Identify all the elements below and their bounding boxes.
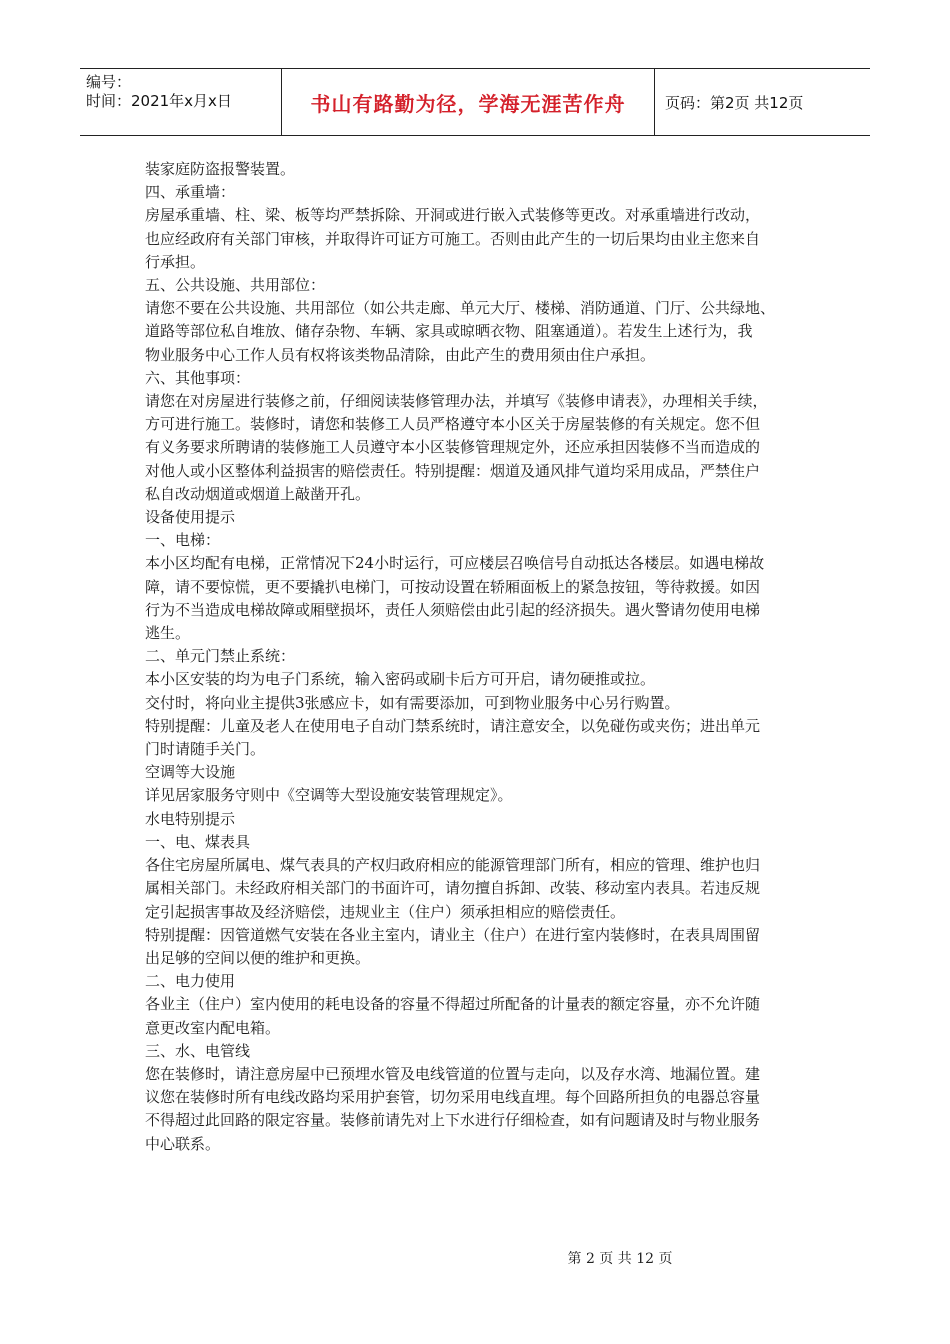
body-line: 六、其他事项：	[145, 368, 251, 387]
body-line: 特别提醒：因管道燃气安装在各业主室内，请业主（住户）在进行室内装修时，在表具周围留	[145, 925, 761, 944]
body-line: 障，请不要惊慌，更不要撬扒电梯门，可按动设置在轿厢面板上的紧急按钮，等待救援。如因	[145, 577, 761, 596]
body-line: 设备使用提示	[145, 508, 236, 527]
header-page-info: 页码：第2页 共12页	[665, 93, 804, 112]
body-line: 空调等大设施	[145, 763, 236, 782]
body-line: 四、承重墙：	[145, 183, 236, 202]
body-line: 意更改室内配电箱。	[145, 1018, 281, 1037]
body-line: 一、电梯：	[145, 531, 221, 550]
body-line: 二、电力使用	[145, 972, 236, 991]
body-line: 中心联系。	[145, 1134, 221, 1153]
body-line: 道路等部位私自堆放、储存杂物、车辆、家具或晾晒衣物、阻塞通道）。若发生上述行为，我	[145, 322, 753, 341]
header-page-info-cell	[655, 69, 870, 135]
body-line: 详见居家服务守则中《空调等大型设施安装管理规定》。	[145, 786, 513, 805]
body-line: 私自改动烟道或烟道上敲凿开孔。	[145, 484, 371, 503]
body-line: 各业主（住户）室内使用的耗电设备的容量不得超过所配备的计量表的额定容量，亦不允许随	[145, 995, 761, 1014]
body-line: 有义务要求所聘请的装修施工人员遵守本小区装修管理规定外，还应承担因装修不当而造成的	[145, 438, 761, 457]
body-line: 不得超过此回路的限定容量。装修前请先对上下水进行仔细检查，如有问题请及时与物业服务	[145, 1111, 761, 1130]
body-line: 物业服务中心工作人员有权将该类物品清除，由此产生的费用须由住户承担。	[145, 345, 656, 364]
body-line: 二、单元门禁止系统：	[145, 647, 296, 666]
body-line: 装家庭防盗报警装置。	[145, 160, 296, 178]
body-line: 请您不要在公共设施、共用部位（如公共走廊、单元大厅、楼梯、消防通道、门厅、公共绿地、	[145, 299, 776, 318]
body-line: 房屋承重墙、柱、梁、板等均严禁拆除、开洞或进行嵌入式装修等更改。对承重墙进行改动，	[145, 206, 761, 225]
body-line: 本小区均配有电梯，正常情况下24小时运行，可应楼层召唤信号自动抵达各楼层。如遇电梯故	[145, 554, 765, 573]
body-line: 三、水、电管线	[145, 1041, 251, 1060]
body-line: 出足够的空间以便的维护和更换。	[145, 948, 371, 967]
header-motto: 书山有路勤为径，学海无涯苦作舟	[310, 91, 626, 116]
body-line: 交付时，将向业主提供3张感应卡，如有需要添加，可到物业服务中心另行购置。	[145, 693, 680, 712]
body-line: 逃生。	[145, 624, 191, 643]
body-line: 门时请随手关门。	[145, 740, 266, 759]
body-line: 五、公共设施、共用部位：	[145, 276, 326, 295]
footer-page-number: 第 2 页 共 12 页	[567, 1251, 673, 1267]
body-line: 您在装修时，请注意房屋中已预埋水管及电线管道的位置与走向，以及存水湾、地漏位置。建	[145, 1064, 761, 1083]
document-date: 时间：2021年x月x日	[86, 92, 232, 110]
body-line: 各住宅房屋所属电、煤气表具的产权归政府相应的能源管理部门所有，相应的管理、维护也归	[145, 856, 761, 875]
body-line: 特别提醒：儿童及老人在使用电子自动门禁系统时，请注意安全，以免碰伤或夹伤；进出单元	[145, 716, 761, 735]
body-line: 行为不当造成电梯故障或厢壁损坏，责任人须赔偿由此引起的经济损失。遇火警请勿使用电梯	[145, 600, 761, 619]
body-line: 也应经政府有关部门审核，并取得许可证方可施工。否则由此产生的一切后果均由业主您来自	[145, 229, 761, 248]
page-header	[80, 68, 870, 136]
body-line: 行承担。	[145, 252, 206, 271]
body-line: 本小区安装的均为电子门系统，输入密码或刷卡后方可开启，请勿硬推或拉。	[145, 670, 656, 689]
body-line: 水电特别提示	[145, 809, 236, 828]
body-line: 对他人或小区整体利益损害的赔偿责任。特别提醒：烟道及通风排气道均采用成品，严禁住户	[145, 461, 761, 480]
page-footer	[0, 1248, 950, 1268]
body-line: 一、电、煤表具	[145, 832, 251, 851]
header-meta	[80, 69, 281, 135]
body-line: 请您在对房屋进行装修之前，仔细阅读装修管理办法，并填写《装修申请表》，办理相关手续，	[145, 392, 768, 411]
document-body	[145, 158, 810, 1156]
body-line: 定引起损害事故及经济赔偿，违规业主（住户）须承担相应的赔偿责任。	[145, 902, 626, 921]
header-motto-cell	[281, 69, 655, 135]
body-line: 议您在装修时所有电线改路均采用护套管，切勿采用电线直埋。每个回路所担负的电器总容量	[145, 1088, 761, 1107]
document-number-label: 编号：	[86, 73, 132, 91]
body-line: 方可进行施工。装修时，请您和装修工人员严格遵守本小区关于房屋装修的有关规定。您不但	[145, 415, 761, 434]
body-line: 属相关部门。未经政府相关部门的书面许可，请勿擅自拆卸、改装、移动室内表具。若违反规	[145, 879, 761, 898]
